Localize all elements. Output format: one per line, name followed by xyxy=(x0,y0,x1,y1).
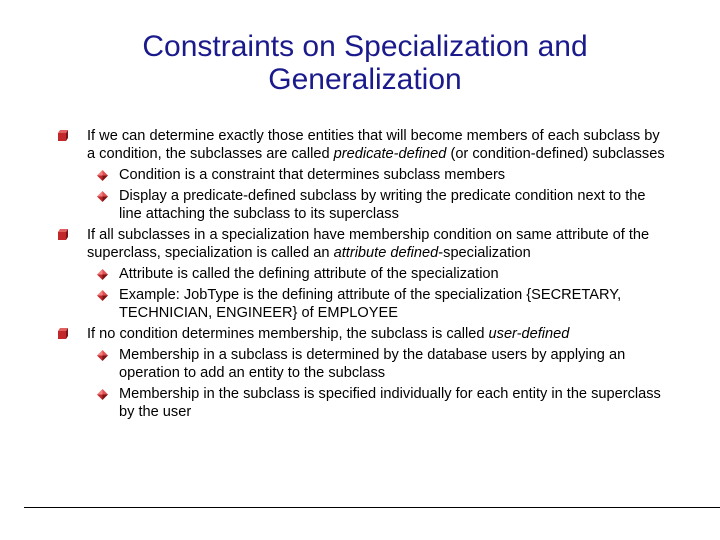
sub-bullet-text: Membership in a subclass is determined by the database users by applying an operation to add an entity to the subclass xyxy=(119,347,626,381)
red-cube-bullet-icon xyxy=(58,130,69,141)
sub-bullet-text: Condition is a constraint that determines subclass members xyxy=(119,167,506,183)
red-diamond-bullet-icon xyxy=(97,191,108,202)
red-diamond-bullet-icon xyxy=(97,269,108,280)
red-diamond-bullet-icon xyxy=(97,170,108,181)
slide-title xyxy=(60,30,670,96)
title-line-2: Generalization xyxy=(268,63,462,96)
sub-bullet-item xyxy=(56,346,666,382)
red-cube-bullet-icon xyxy=(58,328,69,339)
red-diamond-bullet-icon xyxy=(97,350,108,361)
footer-divider xyxy=(24,507,720,508)
red-diamond-bullet-icon xyxy=(97,290,108,301)
red-diamond-bullet-icon xyxy=(97,389,108,400)
sub-bullet-item xyxy=(56,265,666,283)
red-cube-bullet-icon xyxy=(58,229,69,240)
bullet-item xyxy=(56,226,666,262)
bullet-term: predicate-defined xyxy=(333,146,447,162)
bullet-list xyxy=(56,127,666,424)
sub-bullet-text: Example: JobType is the defining attribute of the specialization {SECRETARY, TECHNICIAN, ENGINEER} of EMPLOYEE xyxy=(119,287,622,321)
sub-bullet-item xyxy=(56,385,666,421)
title-line-1: Constraints on Specialization and xyxy=(142,30,588,63)
bullet-text: -specialization xyxy=(438,245,531,261)
sub-bullet-text: Display a predicate-defined subclass by writing the predicate condition next to the line attaching the subclass to its superclass xyxy=(119,188,646,222)
bullet-term: user-defined xyxy=(488,326,570,342)
bullet-term: attribute defined xyxy=(333,245,439,261)
bullet-item xyxy=(56,127,666,163)
sub-bullet-text: Attribute is called the defining attribute of the specialization xyxy=(119,266,499,282)
sub-bullet-item xyxy=(56,286,666,322)
bullet-text: (or condition-defined) subclasses xyxy=(446,146,665,162)
bullet-text: If we can determine exactly those entities that will become members of each subclass by a condition, the subclasses are called xyxy=(87,128,660,162)
sub-bullet-item xyxy=(56,187,666,223)
sub-bullet-text: Membership in the subclass is specified individually for each entity in the superclass by the user xyxy=(119,386,661,420)
bullet-item xyxy=(56,325,666,343)
bullet-text: If all subclasses in a specialization have membership condition on same attribute of the superclass, specialization is called an xyxy=(87,227,650,261)
sub-bullet-item xyxy=(56,166,666,184)
bullet-text: If no condition determines membership, the subclass is called xyxy=(87,326,489,342)
